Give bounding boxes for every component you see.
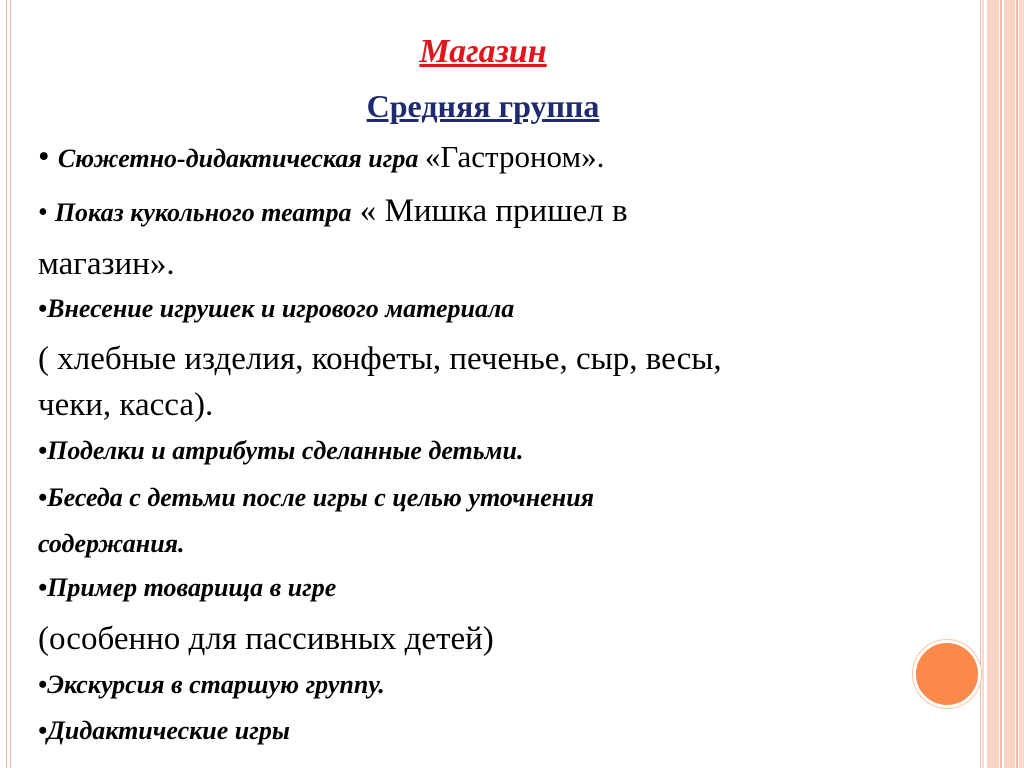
list-item-continuation: (особенно для пассивных детей) [38, 621, 494, 657]
item-italic-text: Сюжетно-дидактическая игра [57, 144, 425, 173]
slide-content [38, 28, 888, 756]
left-border-line [6, 0, 7, 768]
bullet: • [38, 573, 48, 602]
list-item-continuation: содержания. [38, 529, 185, 558]
list-item [38, 710, 888, 756]
bullet: • [38, 197, 55, 228]
item-italic-text: Показ кукольного театра [54, 198, 352, 227]
item-italic-text: Экскурсия в старшую группу. [47, 670, 385, 699]
list-item-continuation: ( хлебные изделия, конфеты, печенье, сыр, весы, [38, 341, 722, 377]
item-regular-text: « Мишка пришел в [351, 193, 628, 229]
slide-subtitle: Средняя группа [366, 88, 600, 124]
bullet: • [38, 294, 48, 323]
list-item [38, 478, 888, 522]
bullet: • [38, 670, 48, 699]
orange-circle-decoration [913, 640, 981, 708]
item-italic-text: Внесение игрушек и игрового материала [47, 294, 515, 323]
bullet: • [38, 436, 48, 465]
right-decorative-stripes [980, 0, 1024, 768]
bullet: • [38, 139, 58, 175]
list-item [38, 134, 888, 186]
item-italic-text: Поделки и атрибуты сделанные детьми. [47, 436, 524, 465]
bullet: • [38, 716, 48, 745]
list-item [38, 428, 888, 478]
bullet: • [38, 483, 48, 512]
left-border-line [10, 0, 11, 768]
item-italic-text: Дидактические игры [47, 716, 290, 745]
item-regular-text: «Гастроном». [424, 139, 605, 174]
list-item [38, 664, 888, 710]
list-item-continuation: чеки, касса). [38, 387, 214, 423]
item-italic-text: Беседа с детьми после игры с целью уточнения [47, 483, 595, 512]
list-item-continuation: магазин». [38, 246, 175, 282]
item-italic-text: Пример товарища в игре [47, 573, 337, 602]
list-item [38, 566, 888, 614]
list-item [38, 286, 888, 336]
slide-title: Магазин [419, 33, 547, 70]
list-item [38, 186, 888, 242]
